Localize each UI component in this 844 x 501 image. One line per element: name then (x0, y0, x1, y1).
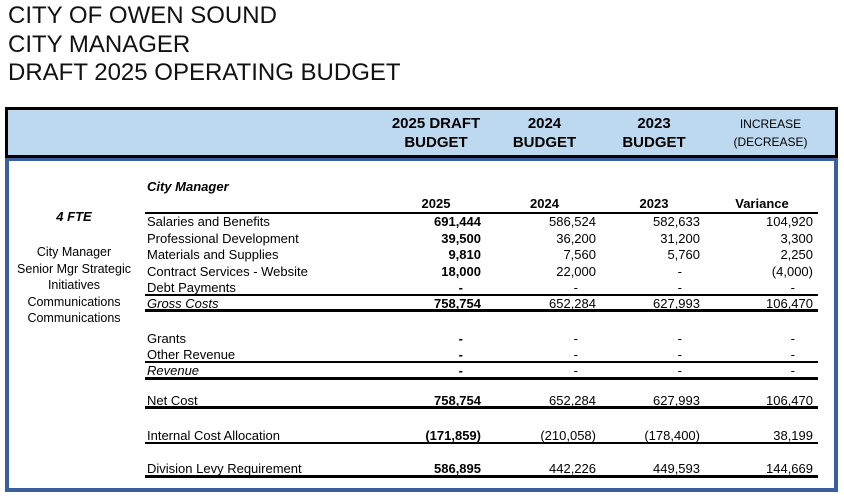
band-column-2 (602, 114, 706, 152)
cell-2025: (171,859) (425, 427, 481, 443)
cell-variance: - (790, 279, 795, 295)
cell-variance: - (790, 363, 795, 379)
band-column-1 (487, 114, 602, 152)
year-header: Variance (735, 195, 789, 211)
cell-2024: 652,284 (549, 392, 596, 408)
year-header: 2024 (530, 195, 559, 211)
cell-2024: - (573, 346, 578, 362)
cell-2025: 691,444 (434, 214, 481, 230)
cell-variance: 2,250 (780, 247, 813, 263)
cell-2023: 627,993 (653, 295, 700, 311)
budget-table (145, 161, 818, 478)
cell-variance: 106,470 (766, 295, 813, 311)
year-header: 2023 (639, 195, 669, 211)
title-line-budget: DRAFT 2025 OPERATING BUDGET (8, 59, 401, 86)
sidebar-role: Communications (27, 294, 121, 309)
cell-variance: - (790, 330, 795, 346)
cell-2023: 5,760 (667, 247, 700, 263)
band-column-line2: (DECREASE) (733, 134, 808, 149)
cell-2023: - (677, 346, 682, 362)
cell-2023: - (677, 363, 682, 379)
table-row (145, 280, 818, 296)
cell-2023: (178,400) (644, 427, 700, 443)
cell-2023: 31,200 (660, 230, 700, 246)
cell-2024: 442,226 (549, 461, 596, 477)
cell-2023: - (677, 330, 682, 346)
table-row (145, 230, 818, 246)
year-header-row (145, 195, 818, 214)
cell-variance: - (790, 346, 795, 362)
cell-2025: - (458, 279, 463, 295)
section-title: City Manager (147, 179, 229, 194)
table-rows (145, 214, 818, 478)
row-label: Internal Cost Allocation (147, 427, 280, 443)
cell-2023: 582,633 (653, 214, 700, 230)
cell-2025: 9,810 (448, 247, 481, 263)
cell-variance: 38,199 (773, 427, 813, 443)
table-row (145, 214, 818, 230)
cell-2024: 652,284 (549, 295, 596, 311)
cell-variance: 106,470 (766, 392, 813, 408)
row-label: Division Levy Requirement (147, 461, 302, 477)
cell-2025: - (458, 363, 463, 379)
cell-2023: - (677, 263, 682, 279)
row-label: Professional Development (147, 230, 299, 246)
sidebar-role: Communications (27, 311, 121, 326)
row-label: Grants (147, 330, 187, 346)
title-line-city: CITY OF OWEN SOUND (8, 2, 277, 29)
table-row (145, 347, 818, 363)
cell-2024: 22,000 (556, 263, 596, 279)
band-column-3 (706, 115, 835, 151)
fte-count: 4 FTE (56, 209, 92, 224)
row-label: Contract Services - Website (147, 263, 308, 279)
cell-2023: - (677, 279, 682, 295)
cell-variance: 104,920 (766, 214, 813, 230)
cell-2025: - (458, 346, 463, 362)
table-row (145, 330, 818, 346)
table-row (145, 393, 818, 409)
cell-2025: 758,754 (434, 295, 481, 311)
row-label: Revenue (147, 363, 200, 379)
cell-variance: 144,669 (766, 461, 813, 477)
document-title (8, 2, 401, 88)
sidebar-role: Senior Mgr Strategic (17, 261, 131, 276)
band-column-line1: INCREASE (739, 116, 802, 131)
band-column-line1: 2023 (637, 114, 671, 132)
cell-variance: (4,000) (771, 263, 813, 279)
sidebar-role: City Manager (36, 245, 112, 259)
cell-2024: (210,058) (540, 427, 596, 443)
row-label: Net Cost (147, 392, 198, 408)
table-row (145, 428, 818, 444)
table-row (145, 247, 818, 263)
role-list (9, 244, 139, 327)
row-label: Gross Costs (147, 295, 219, 311)
cell-2025: 39,500 (441, 230, 481, 246)
cell-2023: 627,993 (653, 392, 700, 408)
cell-2025: - (458, 330, 463, 346)
band-column-line2: BUDGET (622, 133, 686, 151)
year-header: 2025 (421, 195, 451, 211)
cell-2024: - (573, 330, 578, 346)
band-column-line2: BUDGET (512, 133, 577, 151)
table-row (145, 296, 818, 312)
sidebar (9, 161, 149, 327)
row-label: Materials and Supplies (147, 247, 279, 263)
cell-2024: 36,200 (556, 230, 596, 246)
cell-2024: 7,560 (563, 247, 596, 263)
cell-2025: 586,895 (434, 461, 481, 477)
cell-2025: 758,754 (434, 392, 481, 408)
cell-2024: - (573, 279, 578, 295)
cell-variance: 3,300 (780, 230, 813, 246)
cell-2024: 586,524 (549, 214, 596, 230)
column-header-band (5, 107, 838, 158)
row-label: Other Revenue (147, 346, 236, 362)
band-column-line1: 2024 (527, 114, 562, 132)
cell-2024: - (573, 363, 578, 379)
band-column-line2: BUDGET (404, 133, 468, 151)
title-line-department: CITY MANAGER (8, 30, 191, 58)
cell-2025: 18,000 (441, 263, 481, 279)
row-label: Debt Payments (147, 279, 236, 295)
sidebar-role: Initiatives (47, 278, 101, 293)
table-row (145, 363, 818, 379)
band-column-line1: 2025 DRAFT (391, 114, 481, 132)
table-row (145, 263, 818, 279)
cell-2023: 449,593 (653, 461, 700, 477)
row-label: Salaries and Benefits (147, 214, 270, 230)
table-row (145, 461, 818, 477)
table-frame (5, 158, 838, 492)
band-column-0 (385, 114, 487, 152)
